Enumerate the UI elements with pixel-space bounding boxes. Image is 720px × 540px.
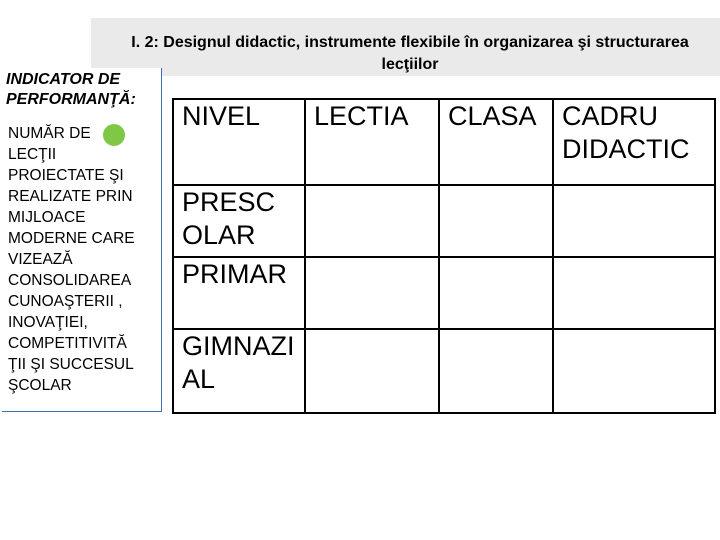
table-cell[interactable] bbox=[305, 257, 439, 329]
table-header-row bbox=[173, 99, 715, 185]
table-cell[interactable] bbox=[305, 329, 439, 413]
table-cell-level: PRESC OLAR bbox=[173, 185, 305, 257]
levels-table bbox=[172, 98, 716, 414]
table-cell-level: PRIMAR bbox=[173, 257, 305, 329]
table-cell-level: GIMNAZI AL bbox=[173, 329, 305, 413]
table-cell[interactable] bbox=[553, 257, 715, 329]
table-cell[interactable] bbox=[553, 329, 715, 413]
marker-dot bbox=[103, 124, 125, 146]
table-row bbox=[173, 257, 715, 329]
header-nivel: NIVEL bbox=[173, 99, 305, 185]
table-row bbox=[173, 185, 715, 257]
table-cell[interactable] bbox=[439, 257, 553, 329]
table-cell[interactable] bbox=[439, 329, 553, 413]
indicator-heading: INDICATOR DE PERFORMANŢĂ: bbox=[6, 71, 136, 108]
header-cadru-didactic: CADRU DIDACTIC bbox=[553, 99, 715, 185]
header-lectia: LECTIA bbox=[305, 99, 439, 185]
table-cell[interactable] bbox=[553, 185, 715, 257]
slide-title: I. 2: Designul didactic, instrumente flexibile în organizarea şi structurarea lecţiilor bbox=[131, 34, 689, 73]
indicator-description-box bbox=[8, 123, 158, 396]
table-cell[interactable] bbox=[439, 185, 553, 257]
indicator-description: NUMĂR DE LECŢII PROIECTATE ŞI REALIZATE PRIN MIJLOACE MODERNE CARE VIZEAZĂ CONSOLIDAREA CUNOAŞTERII , INOVAŢIEI, COMPETITIVITĂ ŢII ŞI SUCCESUL ŞCOLAR bbox=[8, 125, 135, 394]
header-clasa: CLASA bbox=[439, 99, 553, 185]
table-cell[interactable] bbox=[305, 185, 439, 257]
table-row bbox=[173, 329, 715, 413]
